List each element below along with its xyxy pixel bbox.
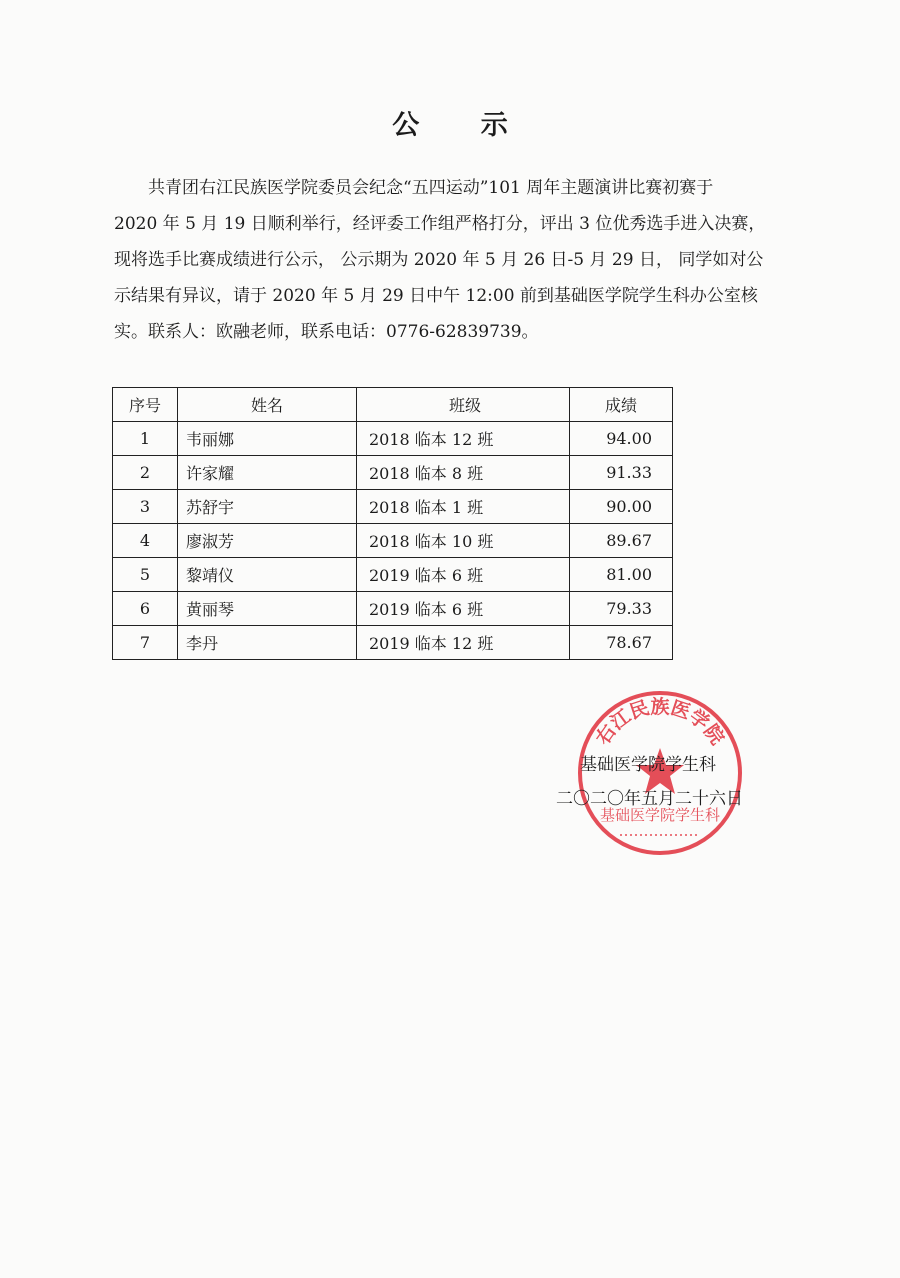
cell-name: 黎靖仪 [178,558,357,592]
cell-class: 2019 临本 12 班 [357,626,570,660]
seal-bottom-text: 基础医学院学生科 [599,806,721,824]
seal-top-path: 右江民族医学院 [591,696,729,749]
cell-class: 2019 临本 6 班 [357,558,570,592]
cell-score: 89.67 [570,524,673,558]
header-score: 成绩 [570,388,673,422]
body-line: 实。联系人：欧融老师，联系电话：0776-62839739。 [114,322,539,342]
cell-seq: 5 [113,558,178,592]
signature-date: 二〇二〇年五月二十六日 [556,789,743,809]
cell-seq: 3 [113,490,178,524]
body-line: 现将选手比赛成绩进行公示， 公示期为 2020 年 5 月 26 日-5 月 29 日， 同学如对公 [114,250,764,270]
cell-class: 2018 临本 10 班 [357,524,570,558]
cell-name: 廖淑芳 [178,524,357,558]
table-header-row [113,388,673,422]
cell-seq: 1 [113,422,178,456]
page-title: 公 示 [392,110,534,141]
table-row [113,592,673,626]
table-row [113,626,673,660]
table-row [113,524,673,558]
cell-score: 79.33 [570,592,673,626]
cell-score: 81.00 [570,558,673,592]
body-line: 示结果有异议，请于 2020 年 5 月 29 日中午 12:00 前到基础医学院学生科办公室核 [114,286,758,306]
cell-class: 2018 临本 12 班 [357,422,570,456]
table-row [113,456,673,490]
table-row [113,490,673,524]
signature-department: 基础医学院学生科 [580,755,716,775]
cell-seq: 4 [113,524,178,558]
cell-score: 78.67 [570,626,673,660]
cell-seq: 2 [113,456,178,490]
results-table [112,387,673,660]
cell-name: 许家耀 [178,456,357,490]
body-line: 共青团右江民族医学院委员会纪念“五四运动”101 周年主题演讲比赛初赛于 [148,178,714,198]
cell-class: 2019 临本 6 班 [357,592,570,626]
body-line: 2020 年 5 月 19 日顺利举行，经评委工作组严格打分，评出 3 位优秀选手进入决赛， [114,214,766,234]
cell-class: 2018 临本 1 班 [357,490,570,524]
cell-name: 苏舒宇 [178,490,357,524]
cell-name: 李丹 [178,626,357,660]
cell-score: 94.00 [570,422,673,456]
seal-top-text [591,695,729,749]
signature-block [550,748,790,816]
cell-name: 韦丽娜 [178,422,357,456]
notice-body [114,170,784,350]
table-row [113,422,673,456]
header-class: 班级 [357,388,570,422]
cell-score: 90.00 [570,490,673,524]
cell-score: 91.33 [570,456,673,490]
table-row [113,558,673,592]
header-seq: 序号 [113,388,178,422]
cell-seq: 6 [113,592,178,626]
cell-class: 2018 临本 8 班 [357,456,570,490]
cell-seq: 7 [113,626,178,660]
cell-name: 黄丽琴 [178,592,357,626]
header-name: 姓名 [178,388,357,422]
